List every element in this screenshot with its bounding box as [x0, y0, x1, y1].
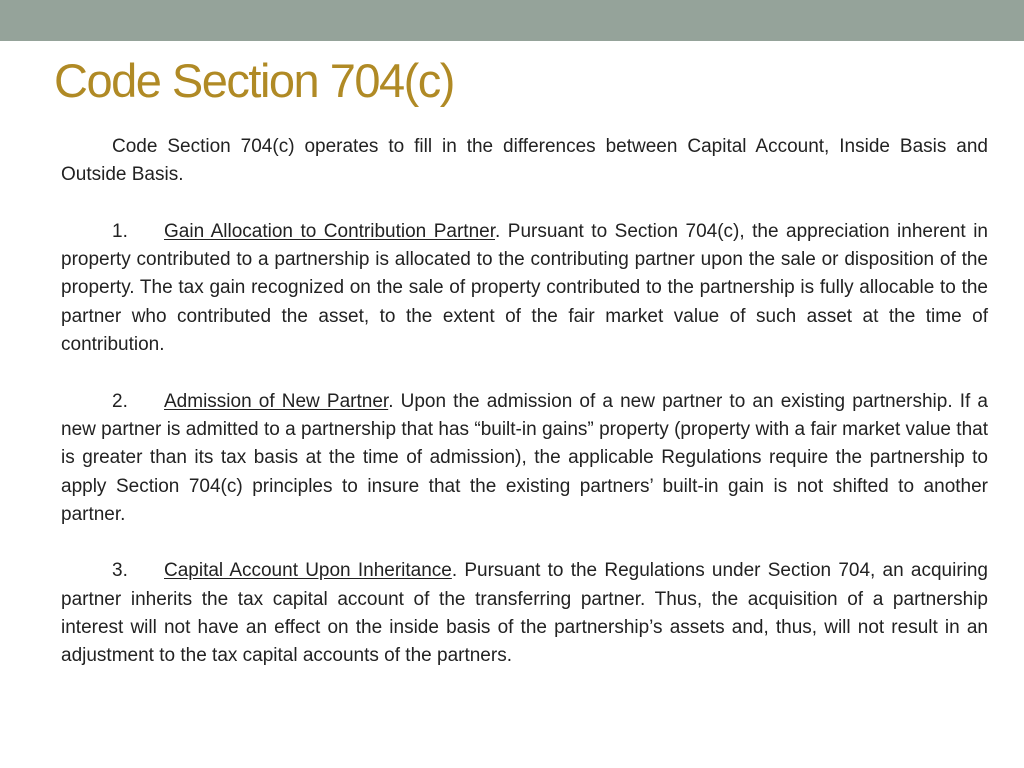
item-text-1: . Pursuant to Section 704(c), the appreciation inherent in property contributed to a partnership is allocated to the contributing partner upon the sale or disposition of the property. The tax gain recognized on the sale of property contributed to the partnership is fully allocable to the partner who contributed the asset, to the extent of the fair market value of such asset at the time of contribution. — [61, 220, 988, 356]
item-paragraph-1 — [61, 218, 988, 359]
item-number-2: 2. — [112, 390, 128, 412]
item-heading-3: Capital Account Upon Inheritance — [164, 560, 452, 582]
item-heading-2: Admission of New Partner — [164, 390, 389, 412]
top-band — [0, 0, 1024, 41]
item-paragraph-3 — [61, 557, 988, 670]
item-number-3: 3. — [112, 560, 128, 582]
slide-title: Code Section 704(c) — [54, 54, 454, 107]
item-paragraph-2 — [61, 388, 988, 529]
item-text-2: . Upon the admission of a new partner to an existing partnership. If a new partner is admitted to a partnership that has “built-in gains” property (property with a fair market value that is greater than its tax basis at the time of admission), the applicable Regulations require the partnership to apply Section 704(c) principles to insure that the existing partners’ built-in gain is not shifted to another partner. — [61, 390, 989, 525]
intro-paragraph: Code Section 704(c) operates to fill in the differences between Capital Account, Inside Basis and Outside Basis. — [61, 136, 988, 186]
slide-body — [61, 133, 988, 671]
item-text-3: . Pursuant to the Regulations under Section 704, an acquiring partner inherits the tax capital account of the transferring partner. Thus, the acquisition of a partnership interest will not have an effect on the inside basis of the partnership’s assets and, thus, will not result in an adjustment to the tax capital accounts of the partners. — [61, 560, 989, 667]
item-number-1: 1. — [112, 220, 128, 242]
item-heading-1: Gain Allocation to Contribution Partner — [164, 220, 495, 242]
